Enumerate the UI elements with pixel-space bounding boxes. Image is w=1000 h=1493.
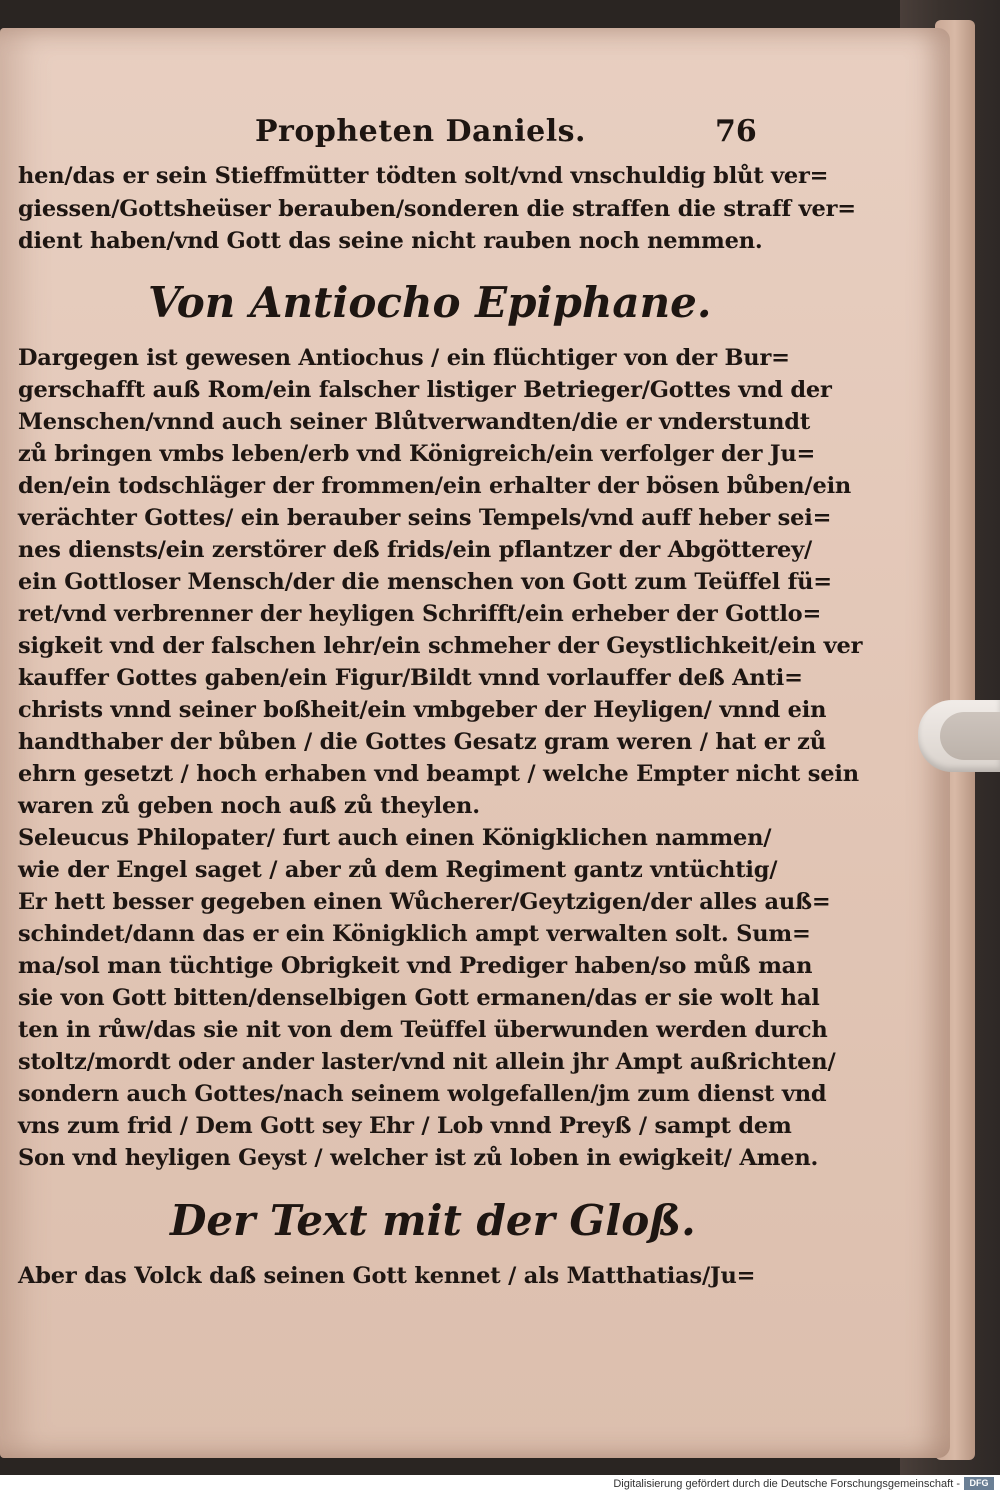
text-line: christs vnnd seiner boßheit/ein vmbgeber der Heyligen/ vnnd ein: [18, 697, 827, 723]
text-line: waren zů geben noch auß zů theylen.: [18, 793, 480, 819]
text-line: Seleucus Philopater/ furt auch einen Königklichen nammen/: [18, 825, 772, 851]
text-line: schindet/dann das er ein Königklich ampt verwalten solt. Sum=: [18, 921, 811, 947]
text-line: gerschafft auß Rom/ein falscher listiger Betrieger/Gottes vnd der: [18, 377, 832, 403]
book-page: [0, 28, 950, 1458]
page-text: [0, 28, 950, 1458]
text-line: ret/vnd verbrenner der heyligen Schrifft/ein erheber der Gottlo=: [18, 601, 822, 627]
text-line: stoltz/mordt oder ander laster/vnd nit allein jhr Ampt außrichten/: [18, 1049, 836, 1075]
text-line: wie der Engel saget / aber zů dem Regiment gantz vntüchtig/: [18, 857, 778, 883]
text-line: nes diensts/ein zerstörer deß frids/ein pflantzer der Abgötterey/: [18, 537, 813, 563]
text-line: sigkeit vnd der falschen lehr/ein schmeher der Geystlichkeit/ein ver: [18, 633, 863, 659]
text-line: vns zum frid / Dem Gott sey Ehr / Lob vnnd Preyß / sampt dem: [18, 1113, 792, 1139]
text-line: ma/sol man tüchtige Obrigkeit vnd Prediger haben/so můß man: [18, 953, 813, 979]
text-line: handthaber der bůben / die Gottes Gesatz gram weren / hat er zů: [18, 729, 826, 755]
page-clip-inner: [940, 712, 1000, 760]
text-line: Son vnd heyligen Geyst / welcher ist zů loben in ewigkeit/ Amen.: [18, 1145, 819, 1171]
text-line: Er hett besser gegeben einen Wůcherer/Geytzigen/der alles auß=: [18, 889, 831, 915]
text-line: Aber das Volck daß seinen Gott kennet / als Matthatias/Ju=: [18, 1263, 756, 1289]
text-line: den/ein todschläger der frommen/ein erhalter der bösen bůben/ein: [18, 473, 852, 499]
text-line: ehrn gesetzt / hoch erhaben vnd beampt / welche Empter nicht sein: [18, 761, 859, 787]
running-head: Propheten Daniels.: [255, 114, 586, 149]
page-number: 76: [715, 114, 757, 149]
text-line: Dargegen ist gewesen Antiochus / ein flüchtiger von der Bur=: [18, 345, 790, 371]
text-line: sondern auch Gottes/nach seinem wolgefallen/jm zum dienst vnd: [18, 1081, 827, 1107]
text-line: Menschen/vnnd auch seiner Blůtverwandten/die er vnderstundt: [18, 409, 811, 435]
section-heading: Von Antiocho Epiphane.: [148, 278, 712, 327]
text-line: ten in růw/das sie nit von dem Teüffel überwunden werden durch: [18, 1017, 828, 1043]
text-line: verächter Gottes/ ein berauber seins Tempels/vnd auff heber sei=: [18, 505, 832, 531]
text-line: kauffer Gottes gaben/ein Figur/Bildt vnnd vorlauffer deß Anti=: [18, 665, 803, 691]
text-line: dient haben/vnd Gott das seine nicht rauben noch nemmen.: [18, 228, 763, 254]
dfg-logo: DFG: [964, 1477, 994, 1490]
text-line: sie von Gott bitten/denselbigen Gott ermanen/das er sie wolt hal: [18, 985, 820, 1011]
text-line: zů bringen vmbs leben/erb vnd Königreich/ein verfolger der Ju=: [18, 441, 816, 467]
section-heading: Der Text mit der Gloß.: [170, 1196, 696, 1245]
text-line: hen/das er sein Stieffmütter tödten solt/vnd vnschuldig blůt ver=: [18, 163, 829, 189]
text-line: giessen/Gottsheüser berauben/sonderen die straffen die straff ver=: [18, 196, 856, 222]
text-line: ein Gottloser Mensch/der die menschen von Gott zum Teüffel fü=: [18, 569, 832, 595]
funding-notice: Digitalisierung gefördert durch die Deutsche Forschungsgemeinschaft -: [613, 1478, 960, 1490]
